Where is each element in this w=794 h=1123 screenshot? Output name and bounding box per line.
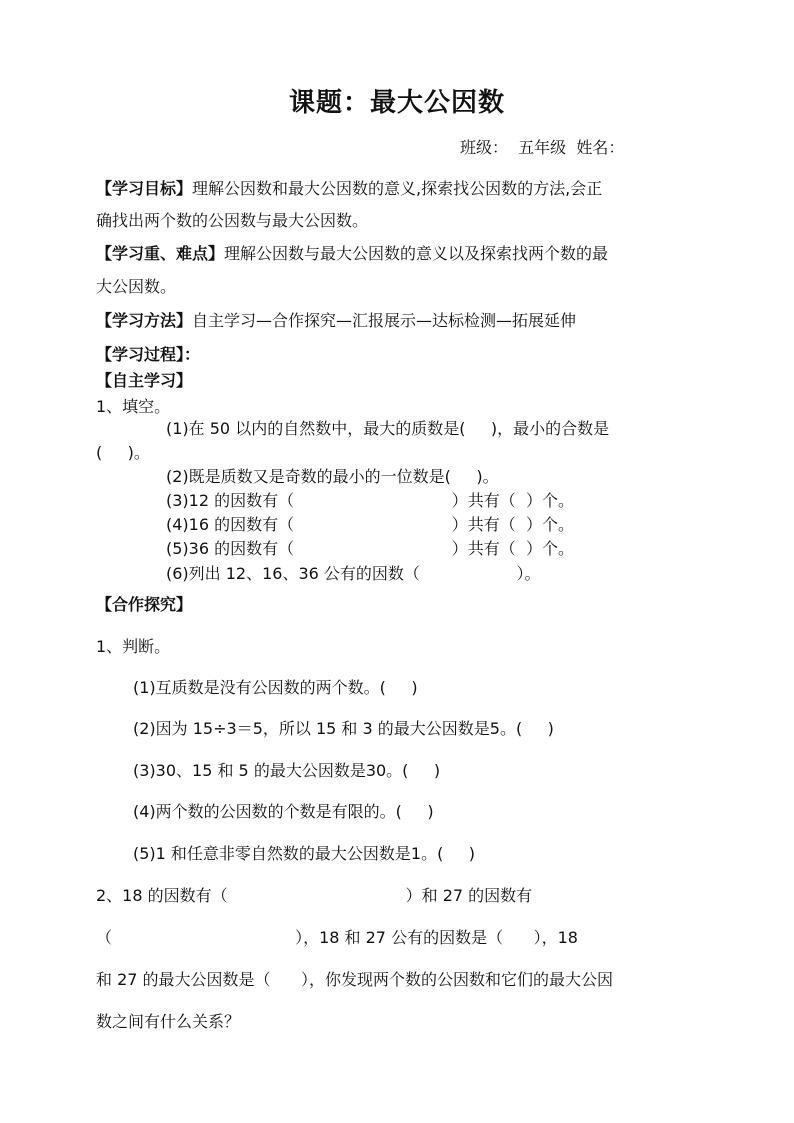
- fill-item-3: (3)12 的因数有（ ）共有（ ）个。: [166, 491, 574, 510]
- judge-question: 1、判断。: [96, 637, 171, 656]
- question-2-line-3: 和 27 的最大公因数是（ ），你发现两个数的公因数和它们的最大公因: [96, 970, 614, 989]
- cooperative-label: 【合作探究】: [96, 595, 193, 614]
- class-name-line: 班级： 五年级 姓名：: [460, 138, 625, 157]
- question-2-line-1: 2、18 的因数有（ ）和 27 的因数有: [96, 886, 533, 905]
- judge-item-4: (4)两个数的公因数的个数是有限的。( ): [133, 802, 434, 821]
- objectives-label: 【学习目标】: [96, 179, 193, 198]
- method-label: 【学习方法】: [96, 311, 193, 330]
- question-2-line-2: （ ），18 和 27 公有的因数是（ ），18: [96, 928, 578, 947]
- self-study-label: 【自主学习】: [96, 371, 193, 390]
- method-text: 自主学习—合作探究—汇报展示—达标检测—拓展延伸: [192, 311, 577, 330]
- key-points-text-2: 大公因数。: [96, 277, 177, 296]
- key-points-label: 【学习重、难点】: [96, 244, 225, 263]
- fill-item-2: (2)既是质数又是奇数的最小的一位数是( )。: [166, 467, 499, 486]
- key-points-text-1: 理解公因数与最大公因数的意义以及探索找两个数的最: [224, 244, 609, 263]
- method-line: [96, 310, 576, 332]
- objectives-text-2: 确找出两个数的公因数与最大公因数。: [96, 211, 369, 230]
- fill-item-1-cont: ( )。: [96, 443, 150, 462]
- judge-item-2: (2)因为 15÷3＝5，所以 15 和 3 的最大公因数是5。( ): [133, 719, 554, 738]
- objectives-line-1: [96, 178, 602, 200]
- judge-item-5: (5)1 和任意非零自然数的最大公因数是1。( ): [133, 844, 476, 863]
- process-label: 【学习过程】：: [96, 345, 201, 364]
- self-study-question-1: 1、填空。: [96, 397, 171, 416]
- judge-item-1: (1)互质数是没有公因数的两个数。( ): [133, 678, 418, 697]
- fill-item-6: (6)列出 12、16、36 公有的因数（ ）。: [166, 564, 541, 583]
- objectives-text-1: 理解公因数和最大公因数的意义,探索找公因数的方法,会正: [192, 179, 603, 198]
- key-points-line-1: [96, 243, 608, 265]
- question-2-line-4: 数之间有什么关系？: [96, 1012, 241, 1031]
- fill-item-4: (4)16 的因数有（ ）共有（ ）个。: [166, 515, 574, 534]
- page-title: 课题：最大公因数: [288, 88, 505, 118]
- judge-item-3: (3)30、15 和 5 的最大公因数是30。( ): [133, 761, 441, 780]
- fill-item-1: (1)在 50 以内的自然数中，最大的质数是( )，最小的合数是: [166, 419, 610, 438]
- fill-item-5: (5)36 的因数有（ ）共有（ ）个。: [166, 539, 574, 558]
